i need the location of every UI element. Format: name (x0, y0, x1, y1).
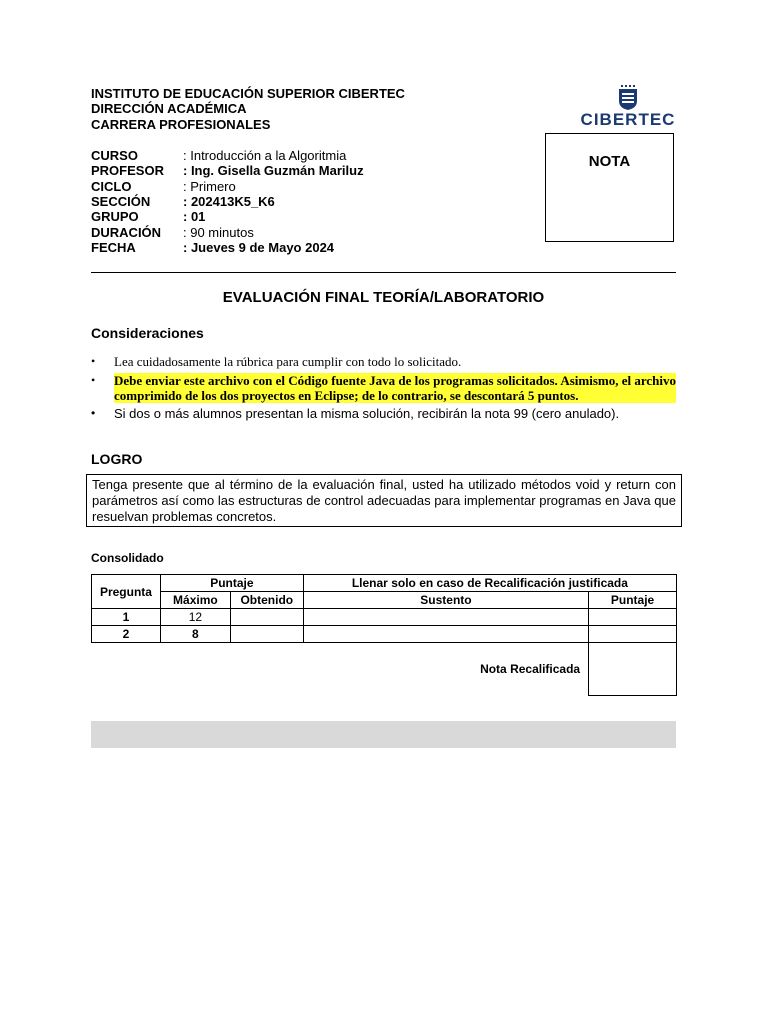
table-row (92, 609, 677, 626)
institute-name: INSTITUTO DE EDUCACIÓN SUPERIOR CIBERTEC (91, 86, 405, 101)
info-grupo (91, 209, 205, 224)
info-label: CURSO (91, 148, 138, 163)
info-value: : 90 minutos (183, 225, 254, 240)
shield-icon (578, 83, 678, 111)
info-seccion (91, 194, 275, 209)
table-subheader-row (92, 592, 677, 609)
table-header-row (92, 575, 677, 592)
section-bar (91, 721, 676, 748)
bullet-icon: • (91, 354, 96, 368)
info-label: GRUPO (91, 209, 139, 224)
cibertec-logo (578, 83, 678, 129)
header-puntaje-recal: Puntaje (589, 592, 677, 609)
nota-recalificada-label: Nota Recalificada (480, 662, 581, 677)
header-sustento: Sustento (303, 592, 588, 609)
info-value: : 202413K5_K6 (183, 194, 275, 209)
list-item (91, 354, 676, 369)
info-label: PROFESOR (91, 163, 164, 178)
nota-recalificada-row (92, 643, 677, 696)
info-value: : 01 (183, 209, 206, 224)
info-ciclo (91, 179, 236, 194)
info-value: : Jueves 9 de Mayo 2024 (183, 240, 335, 255)
cell-maximo: 12 (160, 609, 230, 626)
nota-box (545, 133, 674, 242)
header-puntaje: Puntaje (160, 575, 303, 592)
info-duracion (91, 225, 254, 240)
cell-puntaje[interactable] (589, 626, 677, 643)
info-profesor (91, 163, 364, 178)
bullet-icon: • (91, 373, 96, 387)
cell-obtenido[interactable] (230, 626, 303, 643)
consolidado-heading: Consolidado (91, 551, 164, 565)
logro-box: Tenga presente que al término de la evaluación final, usted ha utilizado métodos void y return con parámetros así como las estructuras de control adecuadas para implementar programas en Java que resuelvan problemas concretos. (86, 474, 682, 527)
empty-cell (160, 643, 230, 696)
cell-pregunta: 1 (92, 609, 161, 626)
cell-sustento[interactable] (303, 626, 588, 643)
header-divider (91, 272, 676, 273)
logro-heading: LOGRO (91, 451, 143, 467)
cell-sustento[interactable] (303, 609, 588, 626)
consolidado-table (91, 574, 677, 696)
empty-cell (92, 643, 161, 696)
info-value: : Ing. Gisella Guzmán Mariluz (183, 163, 364, 178)
empty-cell (230, 643, 303, 696)
cell-pregunta: 2 (92, 626, 161, 643)
info-curso (91, 148, 346, 163)
nota-recalificada-cell[interactable] (589, 643, 677, 696)
header-pregunta: Pregunta (92, 575, 161, 609)
consideracion-text: Si dos o más alumnos presentan la misma solución, recibirán la nota 99 (cero anulado). (114, 406, 620, 421)
info-label: FECHA (91, 240, 136, 255)
cell-puntaje[interactable] (589, 609, 677, 626)
list-item (91, 373, 676, 403)
cell-obtenido[interactable] (230, 609, 303, 626)
header-maximo: Máximo (160, 592, 230, 609)
cell-maximo: 8 (160, 626, 230, 643)
header-obtenido: Obtenido (230, 592, 303, 609)
info-label: DURACIÓN (91, 225, 162, 240)
header-recalificacion: Llenar solo en caso de Recalificación justificada (303, 575, 676, 592)
career-line: CARRERA PROFESIONALES (91, 117, 271, 132)
consideraciones-heading: Consideraciones (91, 325, 204, 341)
consideracion-text-highlighted: Debe enviar este archivo con el Código fuente Java de los programas solicitados. Asimismo, el archivo comprimido de los dos proyectos en Eclipse; de lo contrario, se descontará 5 puntos. (114, 373, 676, 403)
info-label: SECCIÓN (91, 194, 151, 209)
bullet-icon: • (91, 406, 96, 420)
nota-label: NOTA (588, 153, 631, 170)
consideraciones-list (91, 354, 676, 421)
info-value: : Introducción a la Algoritmia (183, 148, 347, 163)
logo-text: CIBERTEC (580, 110, 676, 129)
info-label: CICLO (91, 179, 132, 194)
academic-direction: DIRECCIÓN ACADÉMICA (91, 101, 247, 116)
info-fecha (91, 240, 334, 255)
list-item (91, 406, 676, 421)
consideracion-text: Lea cuidadosamente la rúbrica para cumplir con todo lo solicitado. (114, 354, 462, 369)
table-row (92, 626, 677, 643)
info-value: : Primero (183, 179, 236, 194)
exam-title: EVALUACIÓN FINAL TEORÍA/LABORATORIO (222, 289, 545, 306)
